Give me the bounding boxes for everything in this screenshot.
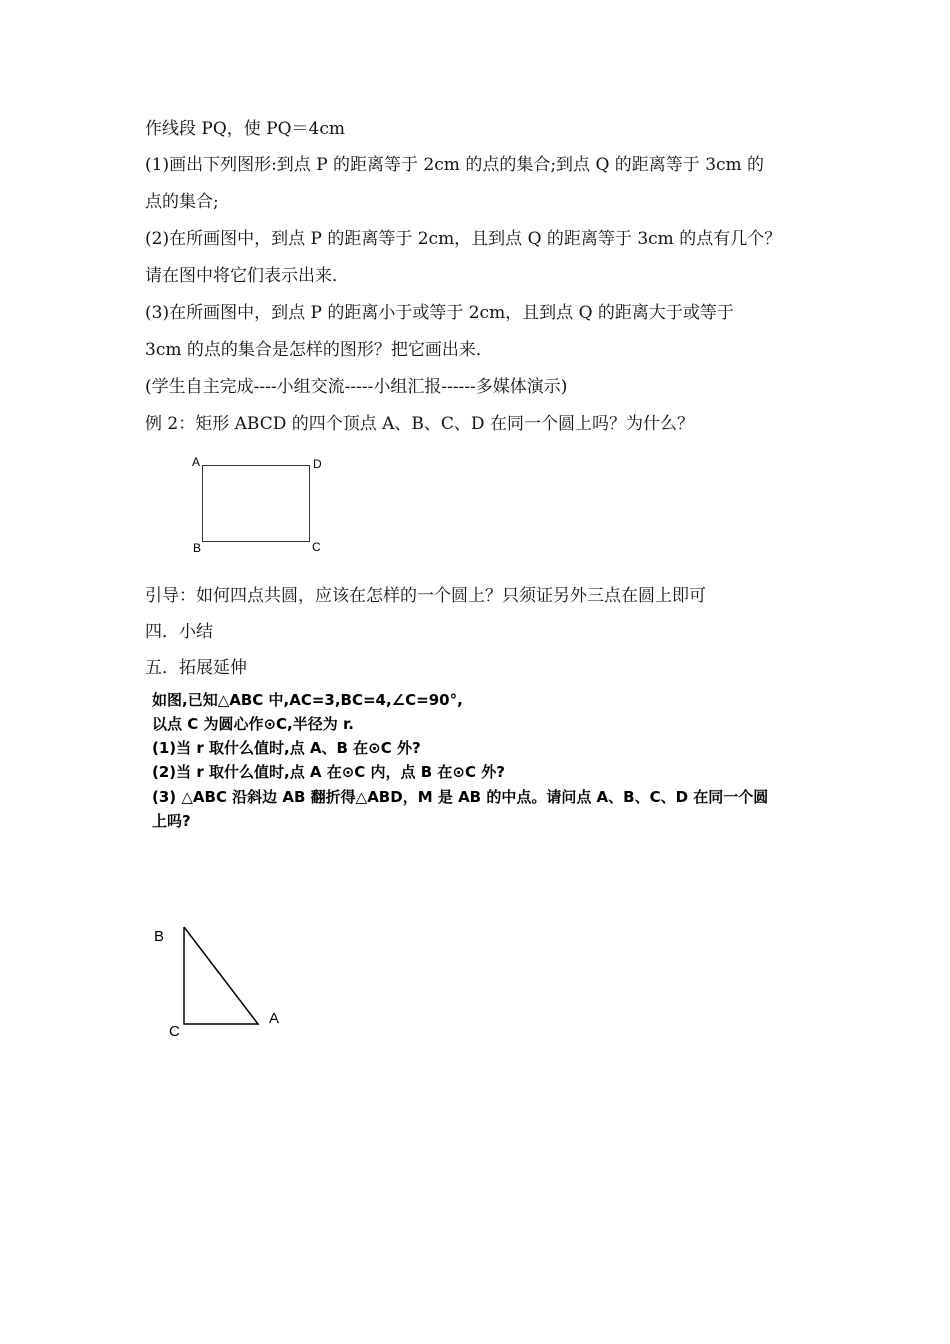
text-line-2: (1)画出下列图形:到点 P 的距离等于 2cm 的点的集合;到点 Q 的距离等于 3cm 的 — [145, 155, 765, 175]
problem-line-6: 上吗? — [152, 812, 191, 830]
problem-line-1: 如图,已知△ABC 中,AC=3,BC=4,∠C=90°, — [152, 691, 463, 709]
text-line-7: 3cm 的点的集合是怎样的图形？把它画出来． — [145, 340, 493, 360]
problem-line-5: (3) △ABC 沿斜边 AB 翻折得△ABD，M 是 AB 的中点。请问点 A、B、C、D 在同一个圆 — [152, 788, 769, 806]
tri-label-b: B — [154, 928, 165, 945]
text-line-3: 点的集合; — [145, 192, 219, 212]
tri-label-a: A — [269, 1010, 280, 1027]
section-4-heading: 四．小结 — [145, 622, 213, 642]
rect-label-b: B — [193, 541, 202, 555]
problem-line-3: (1)当 r 取什么值时,点 A、B 在⊙C 外? — [152, 739, 421, 757]
section-5-heading: 五．拓展延伸 — [145, 658, 247, 678]
rect-label-d: D — [313, 457, 322, 471]
problem-line-2: 以点 C 为圆心作⊙C,半径为 r. — [152, 715, 354, 733]
rect-label-c: C — [312, 540, 321, 554]
problem-line-4: (2)当 r 取什么值时,点 A 在⊙C 内，点 B 在⊙C 外? — [152, 763, 505, 781]
guidance-text: 引导：如何四点共圆，应该在怎样的一个圆上？只须证另外三点在圆上即可 — [145, 586, 706, 606]
rect-label-a: A — [192, 455, 201, 469]
text-line-8: (学生自主完成----小组交流-----小组汇报------多媒体演示) — [145, 377, 568, 397]
text-line-4: (2)在所画图中，到点 P 的距离等于 2cm，且到点 Q 的距离等于 3cm 的点有几个？ — [145, 229, 782, 249]
text-line-1: 作线段 PQ，使 PQ＝4cm — [145, 119, 346, 139]
example-2-question: 例 2：矩形 ABCD 的四个顶点 A、B、C、D 在同一个圆上吗？为什么？ — [145, 414, 694, 434]
tri-label-c: C — [169, 1023, 180, 1040]
text-line-6: (3)在所画图中，到点 P 的距离小于或等于 2cm，且到点 Q 的距离大于或等于 — [145, 303, 734, 323]
text-line-5: 请在图中将它们表示出来． — [145, 266, 349, 286]
